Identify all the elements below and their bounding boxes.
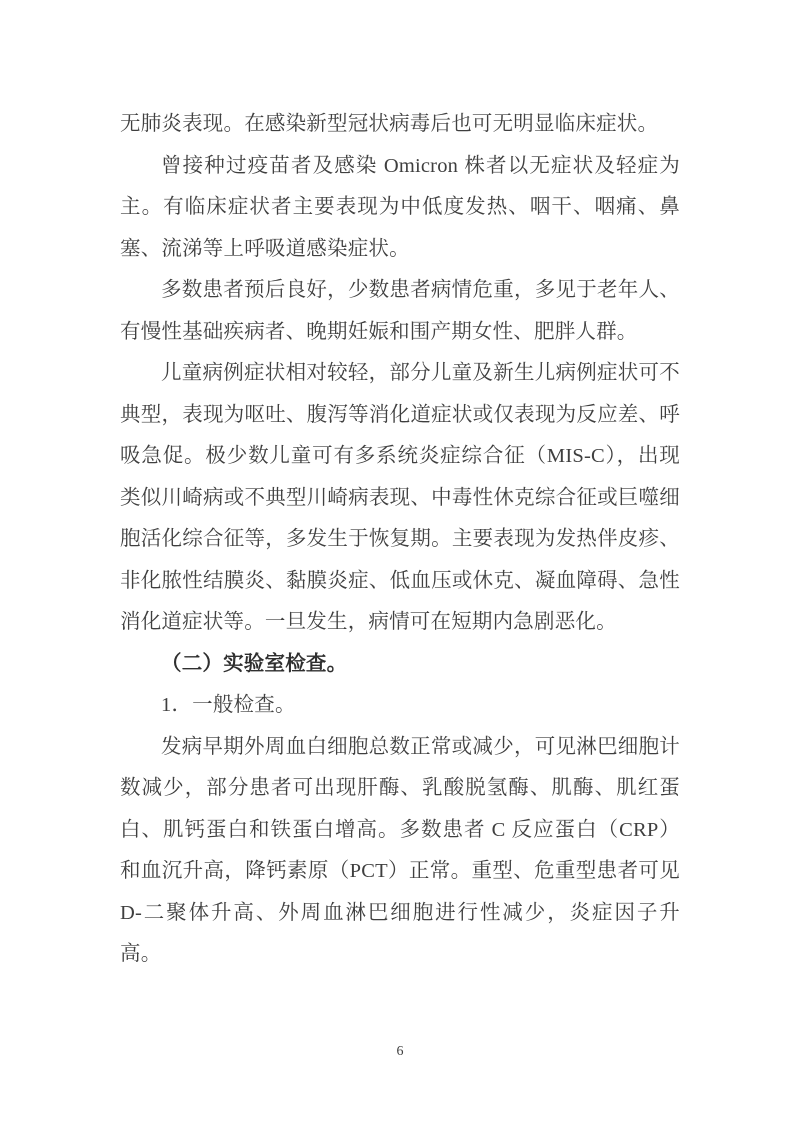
- page-number: 6: [396, 1044, 404, 1059]
- paragraph-body: 曾接种过疫苗者及感染 Omicron 株者以无症状及轻症为主。有临床症状者主要表现为中低度发热、咽干、咽痛、鼻塞、流涕等上呼吸道感染症状。: [120, 154, 680, 260]
- paragraph-body: 多数患者预后良好，少数患者病情危重，多见于老年人、有慢性基础疾病者、晚期妊娠和围产期女性、肥胖人群。: [120, 279, 680, 343]
- paragraph-continuation: 无肺炎表现。在感染新型冠状病毒后也可无明显临床症状。: [120, 113, 659, 135]
- paragraph-heading2: （二）实验室检查。: [161, 652, 348, 675]
- paragraph-body: 发病早期外周血白细胞总数正常或减少，可见淋巴细胞计数减少，部分患者可出现肝酶、乳酸脱氢酶、肌酶、肌红蛋白、肌钙蛋白和铁蛋白增高。多数患者 C 反应蛋白（CRP）和血沉升高，降钙素原（PCT）正常。重型、危重型患者可见 D-二聚体升高、外周血淋巴细胞进行性减少，炎症因子升高。: [120, 735, 680, 965]
- paragraph-numbered: 1．一般检查。: [161, 694, 296, 716]
- paragraph-body: 儿童病例症状相对较轻，部分儿童及新生儿病例症状可不典型，表现为呕吐、腹泻等消化道症状或仅表现为反应差、呼吸急促。极少数儿童可有多系统炎症综合征（MIS-C），出现类似川崎病或不典型川崎病表现、中毒性休克综合征或巨噬细胞活化综合征等，多发生于恢复期。主要表现为发热伴皮疹、非化脓性结膜炎、黏膜炎症、低血压或休克、凝血障碍、急性消化道症状等。一旦发生，病情可在短期内急剧恶化。: [120, 362, 680, 633]
- page-body-text: [120, 104, 680, 976]
